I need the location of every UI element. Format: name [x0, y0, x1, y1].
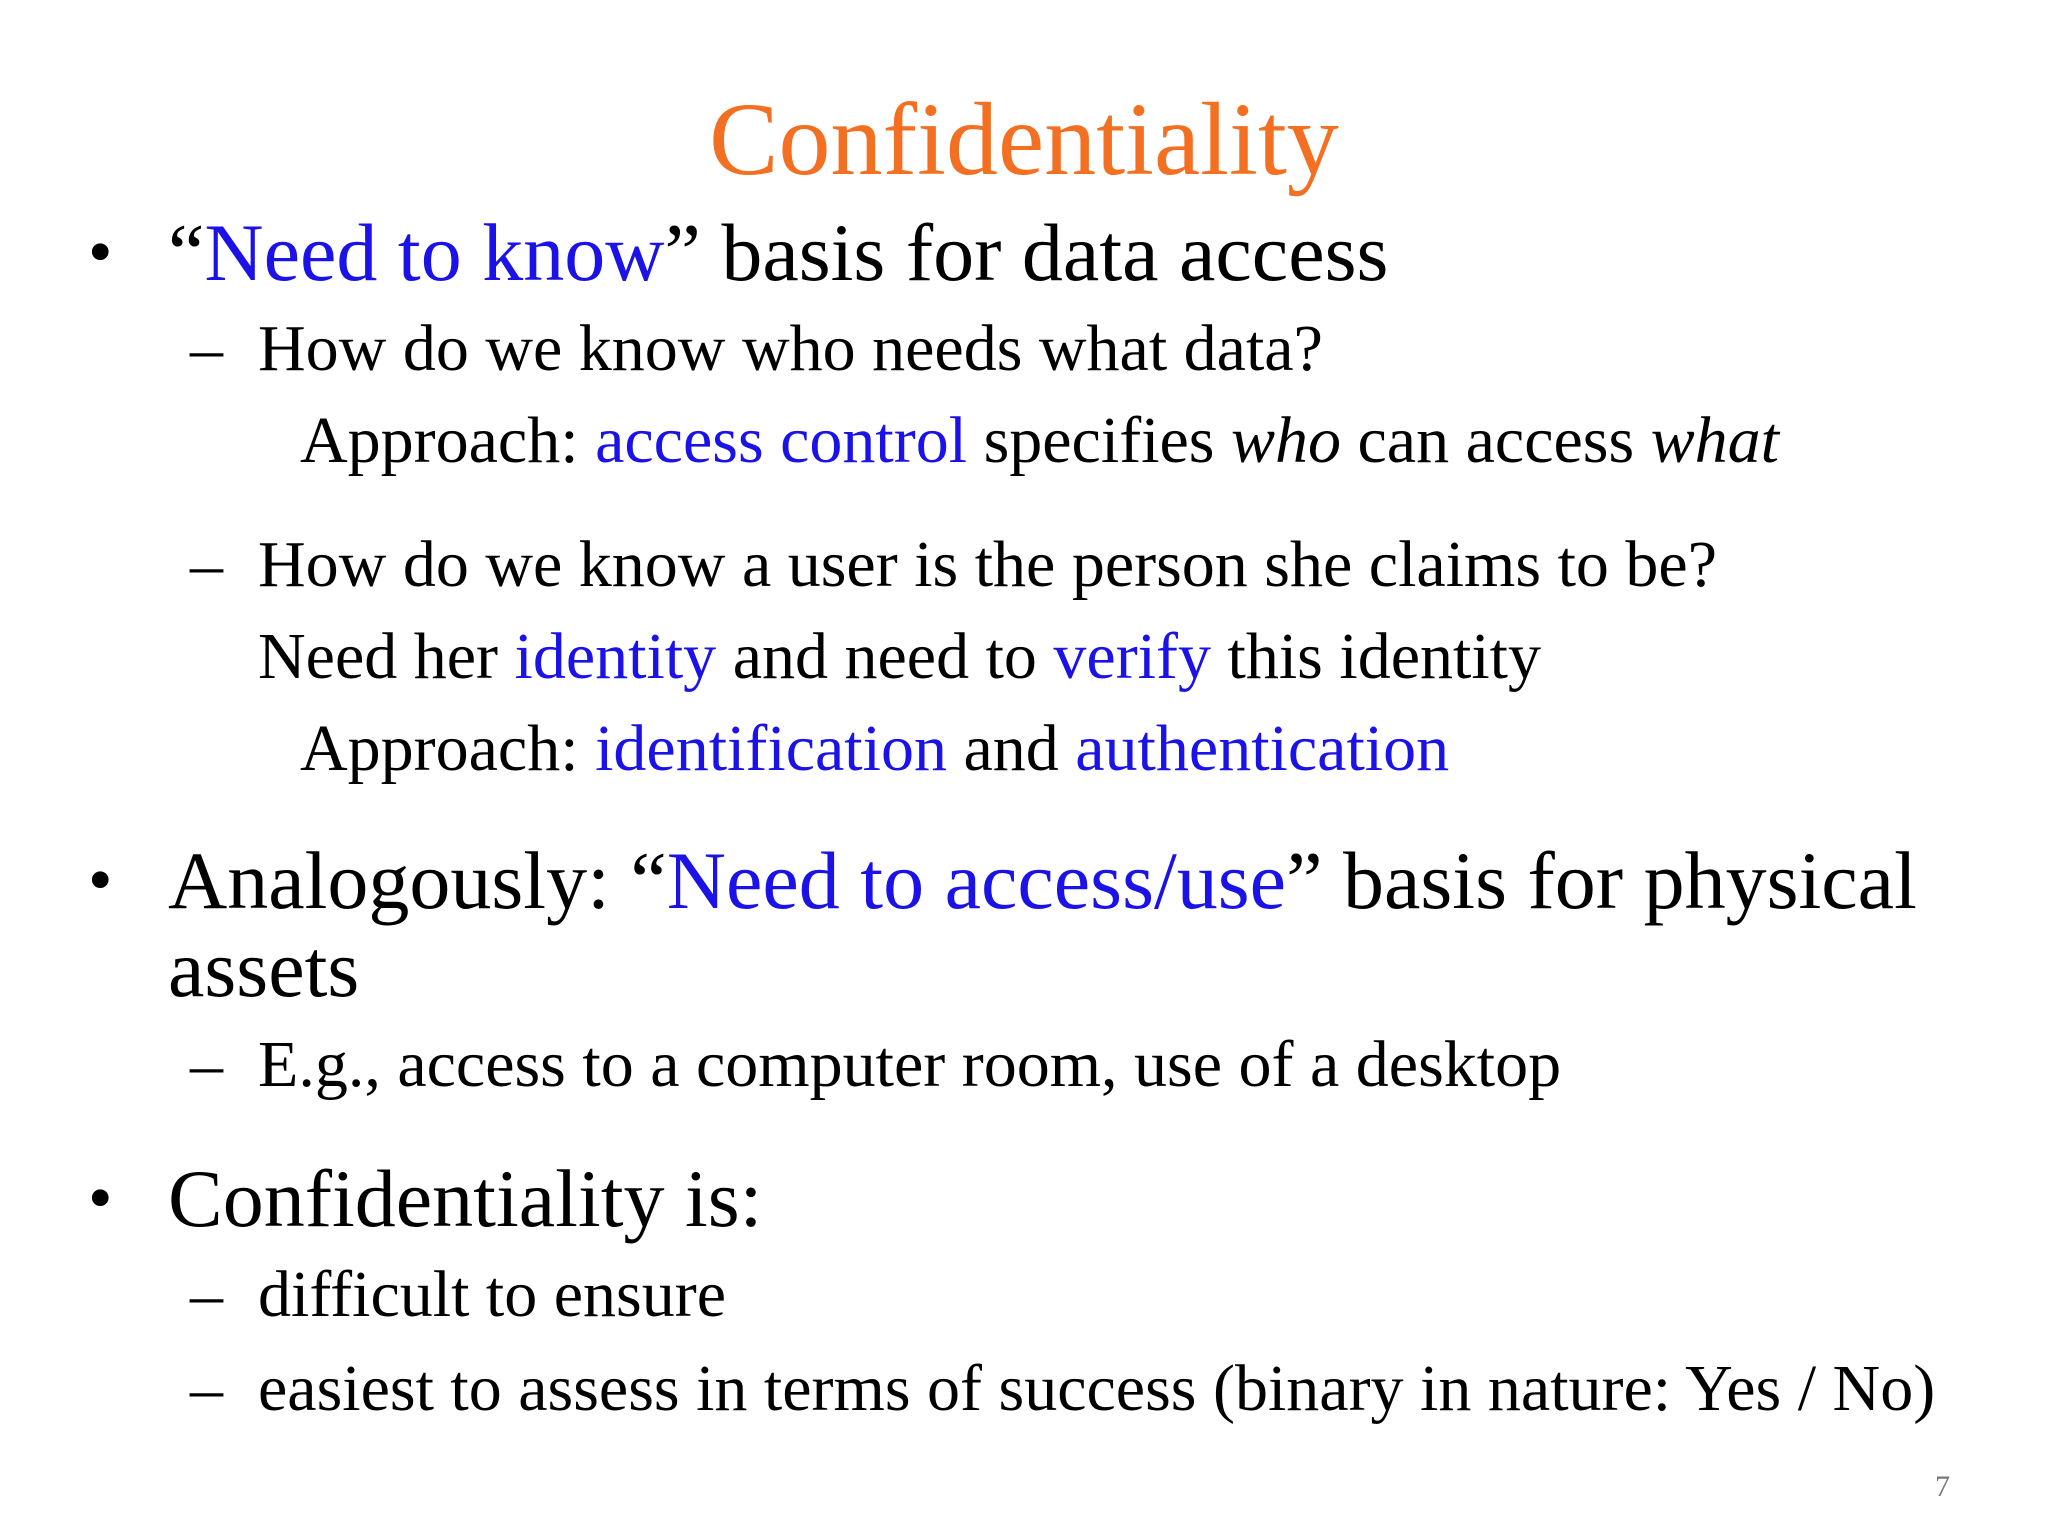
what-emphasis: what [1650, 404, 1780, 477]
slide-title: Confidentiality [709, 82, 1339, 197]
approach-label: Approach: [300, 404, 596, 477]
approach-text: can access [1341, 404, 1651, 477]
approach-text: and [946, 712, 1076, 785]
dash-marker: – [190, 312, 223, 385]
bullet-confidentiality-is: Confidentiality is: [168, 1153, 763, 1244]
identity-highlight: identity [514, 620, 717, 693]
open-quote: “ [168, 207, 205, 298]
authentication-highlight: authentication [1075, 712, 1450, 785]
verify-highlight: verify [1053, 620, 1211, 693]
dash-marker: – [190, 528, 223, 601]
bullet-need-to-know [168, 207, 1389, 298]
bullet-analogously [168, 835, 1917, 926]
sub-difficult: difficult to ensure [258, 1258, 726, 1331]
bullet-marker: • [88, 842, 113, 919]
sub-physical-example: E.g., access to a computer room, use of a desktop [258, 1028, 1562, 1101]
access-control-highlight: access control [595, 404, 968, 477]
bullet-marker: • [88, 1160, 113, 1237]
need-text: this identity [1211, 620, 1541, 693]
need-to-access-highlight: Need to access/use [666, 835, 1287, 926]
approach-text: specifies [967, 404, 1231, 477]
need-to-know-highlight: Need to know [204, 207, 665, 298]
bullet-marker: • [88, 214, 113, 291]
who-emphasis: who [1230, 404, 1342, 477]
identification-highlight: identification [595, 712, 947, 785]
analogously-text: ” basis for physical [1286, 835, 1917, 926]
need-text: Need her [258, 620, 515, 693]
sub-who-needs-data: How do we know who needs what data? [258, 312, 1323, 385]
bullet-need-to-know-rest: ” basis for data access [664, 207, 1389, 298]
bullet-analogously-cont: assets [168, 923, 360, 1014]
dash-marker: – [190, 1028, 223, 1101]
approach-label: Approach: [300, 712, 596, 785]
sub-user-identity: How do we know a user is the person she claims to be? [258, 528, 1717, 601]
analogously-text: Analogously: “ [168, 835, 667, 926]
need-text: and need to [716, 620, 1054, 693]
need-identity-line [258, 620, 1541, 693]
approach-access-control [300, 404, 1780, 477]
page-number: 7 [1935, 1470, 1950, 1503]
approach-identification [300, 712, 1450, 785]
dash-marker: – [190, 1258, 223, 1331]
sub-easiest: easiest to assess in terms of success (binary in nature: Yes / No) [258, 1352, 1936, 1425]
dash-marker: – [190, 1352, 223, 1425]
